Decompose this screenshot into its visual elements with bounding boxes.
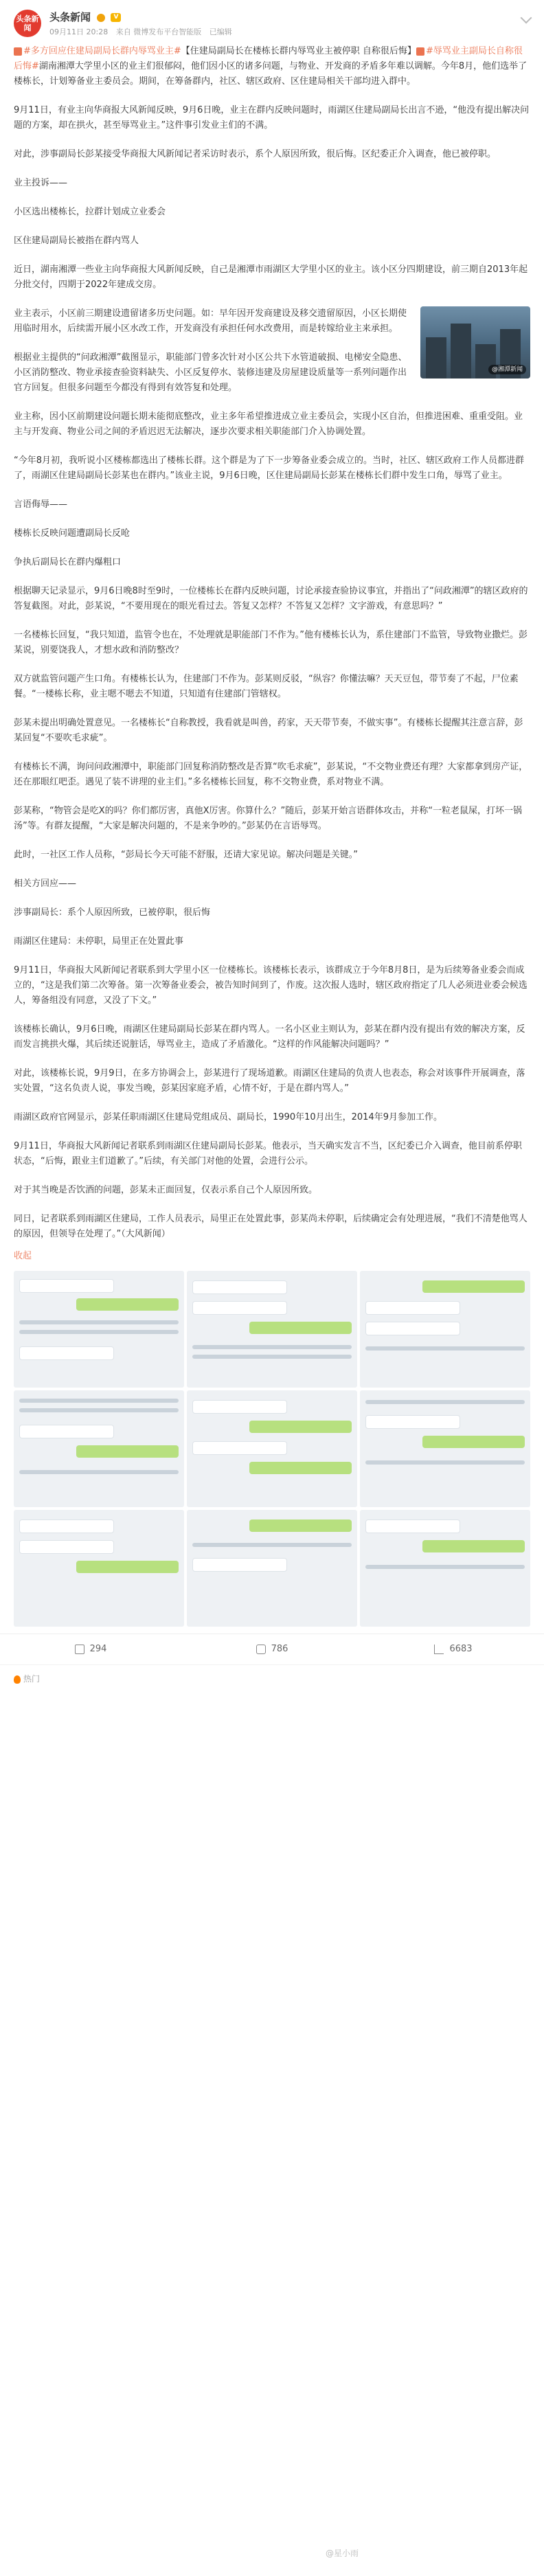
avatar-text: 头条新闻 bbox=[16, 14, 39, 32]
paragraph: 业主表示，小区前三期建设遗留诸多历史问题。如：早年因开发商建设及移交遗留原因，小区长期使用临时用水，后续需开展小区水改工作，开发商没有承担任何水改费用，而是转嫁给业主来承担。 bbox=[14, 308, 407, 334]
subheading: 涉事副局长：系个人原因所致，已被停职，很后悔 bbox=[14, 907, 211, 918]
share-count: 294 bbox=[89, 1644, 107, 1654]
footer bbox=[0, 1664, 544, 1693]
comment-button[interactable] bbox=[181, 1642, 363, 1657]
photo-building bbox=[451, 324, 471, 379]
paragraph: 9月11日，华商报大风新闻记者联系到雨湖区住建局副局长彭某。他表示，当天确实发言不当，区纪委已介入调查，他目前系停职状态，“后悔，跟业主们道歉了。”后续，有关部门对他的处置，会进行公示。 bbox=[14, 1141, 522, 1166]
paragraph: 该楼栋长确认，9月6日晚，雨湖区住建局副局长彭某在群内骂人。一名小区业主则认为，彭某在群内没有提出有效的解决方案，反而发言挑拱火爆，其后续还说脏话，辱骂业主，造成了矛盾激化。“这样的作风能解决问题吗？” bbox=[14, 1024, 525, 1050]
like-button[interactable] bbox=[363, 1642, 544, 1657]
topic-icon bbox=[416, 47, 424, 56]
post-time: 09月11日 20:28 bbox=[49, 27, 109, 36]
paragraph: 彭某称，“物管会是吃X的吗？你们都厉害，真他X厉害。你算什么？”随后，彭某开始言语群体攻击，并称“一粒老鼠屎，打坏一锅汤”等。有群友提醒，“大家是解决问题的，不是来争吵的。”彭某仍在言语辱骂。 bbox=[14, 806, 523, 831]
chat-bubble bbox=[422, 1436, 525, 1448]
paragraph: 彭某未提出明确处置意见。一名楼栋长“自称教授，我看就是叫兽，药家，天天带节奏，不做实事”。有楼栋长提醒其注意言辞，彭某回复“不要吹毛求疵”。 bbox=[14, 718, 523, 743]
post-header bbox=[0, 0, 544, 41]
subheading: 区住建局副局长被指在群内骂人 bbox=[14, 236, 139, 246]
hot-label: 热门 bbox=[23, 1674, 41, 1684]
paragraph: 对此，该楼栋长说，9月9日，在多方协调会上，彭某进行了现场道歉。雨湖区住建局的负责人也表态，称会对该事件开展调查，落实处置，“这名负责人说，事发当晚，彭某因家庭矛盾，心情不好，于是在群内骂人。” bbox=[14, 1068, 525, 1094]
topic-link[interactable]: #辱骂业主副局长自称很后悔# bbox=[14, 46, 523, 71]
paragraph: 此时，一社区工作人员称，“彭局长今天可能不舒服，还请大家见谅。解决问题是关键。” bbox=[14, 850, 358, 860]
paragraph: 同日，记者联系到雨湖区住建局，工作人员表示，局里正在处置此事，彭某尚未停职，后续确定会有处理进展，“我们不清楚他骂人的原因，但领导在处理了。”（大风新闻） bbox=[14, 1214, 528, 1239]
section-heading: 言语侮辱—— bbox=[14, 499, 68, 510]
photo-building bbox=[426, 337, 446, 379]
chat-bubble bbox=[192, 1558, 287, 1572]
like-icon bbox=[434, 1645, 444, 1654]
subheading: 雨湖区住建局：未停职，局里正在处置此事 bbox=[14, 936, 184, 947]
text-line bbox=[365, 1346, 525, 1351]
paragraph: 对于其当晚是否饮酒的问题，彭某未正面回复，仅表示系自己个人原因所致。 bbox=[14, 1185, 318, 1195]
watermark: @星小雨 bbox=[325, 2549, 359, 2558]
paragraph: 近日，湖南湘潭一些业主向华商报大风新闻反映，自己是湘潭市雨湖区大学里小区的业主。该小区分四期建设，前三期自2013年起分批交付，四期于2022年建成交房。 bbox=[14, 264, 528, 290]
paragraph: 对此，涉事副局长彭某接受华商报大风新闻记者采访时表示，系个人原因所致，很后悔。区纪委正介入调查，他已被停职。 bbox=[14, 149, 497, 159]
chat-bubble bbox=[192, 1441, 287, 1455]
chat-screenshot[interactable] bbox=[14, 1390, 184, 1507]
chat-bubble bbox=[249, 1462, 352, 1474]
intro-text: 湖南湘潭大学里小区的业主们很郁闷，他们因小区的诸多问题，与物业、开发商的矛盾多年难以调解。今年8月，他们选举了楼栋长，计划筹备业主委员会。期间，在筹备群内，社区、辖区政府、区住建局相关干部均进入群中。 bbox=[14, 61, 528, 87]
paragraph: 双方就监管问题产生口角。有楼栋长认为，住建部门不作为。彭某则反驳，“纵容？你懂法嘛？天天豆包，带节奏了不起，尸位素餐。“一楼栋长称，业主嗯不嗯去不知道，只知道有住建部门管辖权。 bbox=[14, 674, 519, 699]
chat-bubble bbox=[19, 1425, 114, 1438]
paragraph: “今年8月初，我听说小区楼栋都选出了楼栋长群。这个群是为了下一步筹备业委会成立的。当时，社区、辖区政府工作人员都进群了，雨湖区住建局副局长彭某也在群内。”该业主说，9月6日晚，区住建局副局长彭某在楼栋长们群中发生口角，辱骂了业主。 bbox=[14, 455, 525, 481]
text-line bbox=[19, 1408, 179, 1412]
post-meta bbox=[49, 25, 238, 40]
chat-bubble bbox=[76, 1298, 179, 1311]
chat-bubble bbox=[76, 1561, 179, 1573]
action-bar bbox=[0, 1634, 544, 1664]
paragraph: 根据业主提供的“问政湘潭”截图显示，职能部门曾多次针对小区公共下水管道破损、电梯安全隐患、小区消防整改、物业承接查验资料缺失、小区反复停水、装修违建及房屋建设质量等一系列问题作出官方回复。但很多问题至今都没有得到有效答复和处理。 bbox=[14, 352, 407, 393]
chat-bubble bbox=[19, 1519, 114, 1533]
level-badge: V bbox=[111, 13, 121, 22]
verified-icon bbox=[97, 14, 105, 22]
paragraph: 业主称，因小区前期建设问题长期未能彻底整改，业主多年希望推进成立业主委员会，实现小区自治，但推进困难、重重受阻。业主与开发商、物业公司之间的矛盾迟迟无法解决，逐步次要求相关职能部门介入协调处置。 bbox=[14, 411, 523, 437]
chat-bubble bbox=[192, 1280, 287, 1294]
chat-bubble bbox=[19, 1540, 114, 1554]
image-grid bbox=[0, 1271, 544, 1627]
paragraph: 一名楼栋长回复，“我只知道，监管令也在，不处理就是职能部门不作为。”他有楼栋长认为，系住建部门不监管，导致物业撒烂。彭某说，别要饶我人，才想水政和消防整改？ bbox=[14, 630, 528, 655]
paragraph: 雨湖区政府官网显示，彭某任职雨湖区住建局党组成员、副局长，1990年10月出生，2014年9月参加工作。 bbox=[14, 1112, 442, 1122]
text-line bbox=[192, 1355, 352, 1359]
chat-screenshot[interactable] bbox=[187, 1390, 357, 1507]
chat-screenshot[interactable] bbox=[187, 1271, 357, 1388]
text-line bbox=[19, 1470, 179, 1474]
headline: 【住建局副局长在楼栋长群内辱骂业主被停职 自称很后悔】 bbox=[181, 46, 416, 56]
text-line bbox=[365, 1565, 525, 1569]
chat-bubble bbox=[19, 1346, 114, 1360]
text-line bbox=[365, 1460, 525, 1465]
inline-photo[interactable] bbox=[420, 306, 530, 379]
edited-status[interactable]: 已编辑 bbox=[209, 27, 232, 36]
chat-bubble bbox=[192, 1301, 287, 1315]
chat-bubble bbox=[365, 1301, 460, 1315]
chat-bubble bbox=[249, 1519, 352, 1532]
post-body bbox=[0, 41, 544, 1264]
fire-icon bbox=[14, 1675, 21, 1684]
text-line bbox=[365, 1400, 525, 1404]
chat-bubble bbox=[422, 1280, 525, 1293]
like-count: 6683 bbox=[449, 1644, 473, 1654]
comment-icon bbox=[256, 1645, 266, 1654]
share-icon bbox=[75, 1645, 84, 1654]
chat-bubble bbox=[249, 1421, 352, 1433]
post-source: 来自 微博发布平台智能版 bbox=[115, 27, 202, 36]
hot-filter[interactable] bbox=[14, 1671, 40, 1686]
topic-icon bbox=[14, 47, 22, 56]
chat-screenshot[interactable] bbox=[360, 1271, 530, 1388]
chat-bubble bbox=[249, 1322, 352, 1334]
topic-link[interactable]: #多方回应住建局副局长群内辱骂业主# bbox=[23, 46, 181, 56]
text-line bbox=[19, 1399, 179, 1403]
chat-screenshot[interactable] bbox=[14, 1510, 184, 1627]
section-heading: 相关方回应—— bbox=[14, 879, 77, 889]
chat-bubble bbox=[19, 1279, 114, 1293]
text-line bbox=[19, 1320, 179, 1324]
section-heading: 业主投诉—— bbox=[14, 178, 68, 188]
chat-bubble bbox=[76, 1445, 179, 1458]
chat-screenshot[interactable] bbox=[360, 1390, 530, 1507]
chat-bubble bbox=[365, 1415, 460, 1429]
subheading: 楼栋长反映问题遭副局长反呛 bbox=[14, 528, 131, 539]
paragraph: 根据聊天记录显示，9月6日晚8时至9时，一位楼栋长在群内反映问题，讨论承接查验协议事宜，并指出了“问政湘潭”的辖区政府的答复截图。对此，彭某说，“不要用现在的眼光看过去。答复又怎样？不答复又怎样？文字游戏，有意思吗？” bbox=[14, 586, 528, 611]
paragraph: 有楼栋长不满，询问问政湘潭中，职能部门回复称消防整改是否算“吹毛求疵”，彭某说，“不交物业费还有理？大家都拿到房产证，还在那眼红吧歪。遇见了装不讲理的业主们。”多名楼栋长回复，称不交物业费，系对物业不满。 bbox=[14, 762, 528, 787]
author-name-row bbox=[49, 10, 121, 25]
share-button[interactable] bbox=[0, 1642, 181, 1657]
paragraph: 9月11日，有业主向华商报大风新闻反映，9月6日晚，业主在群内反映问题时，雨湖区住建局副局长出言不逊，“他没有提出解决问题的方案，却在拱火，甚至辱骂业主。”这件事引发业主们的不满。 bbox=[14, 105, 530, 131]
chat-screenshot[interactable] bbox=[14, 1271, 184, 1388]
collapse-link[interactable]: 收起 bbox=[14, 1251, 32, 1261]
author-avatar[interactable] bbox=[14, 10, 41, 37]
chat-bubble bbox=[422, 1540, 525, 1552]
chat-screenshot[interactable] bbox=[187, 1510, 357, 1627]
chat-screenshot[interactable] bbox=[360, 1510, 530, 1627]
author-name[interactable]: 头条新闻 bbox=[49, 11, 91, 23]
chat-bubble bbox=[192, 1400, 287, 1414]
text-line bbox=[192, 1345, 352, 1349]
chat-bubble bbox=[365, 1519, 460, 1533]
subheading: 小区选出楼栋长，拉群计划成立业委会 bbox=[14, 207, 166, 217]
subheading: 争执后副局长在群内爆粗口 bbox=[14, 557, 122, 567]
comment-count: 786 bbox=[271, 1644, 288, 1654]
photo-watermark: @湘潭新闻 bbox=[488, 365, 526, 374]
post-intro bbox=[14, 44, 530, 89]
paragraph: 9月11日，华商报大风新闻记者联系到大学里小区一位楼栋长。该楼栋长表示，该群成立于今年8月8日，是为后续筹备业委会而成立的，“这是我们第二次筹备。第一次筹备业委会，被告知时间到了，作废。这次报人选时，辖区政府指定了几人必须进业委会候选人，筹备组没有同意，又没了下文。” bbox=[14, 965, 528, 1006]
text-line bbox=[192, 1543, 352, 1547]
chat-bubble bbox=[365, 1322, 460, 1335]
text-line bbox=[19, 1330, 179, 1334]
chevron-down-icon[interactable] bbox=[521, 12, 532, 24]
